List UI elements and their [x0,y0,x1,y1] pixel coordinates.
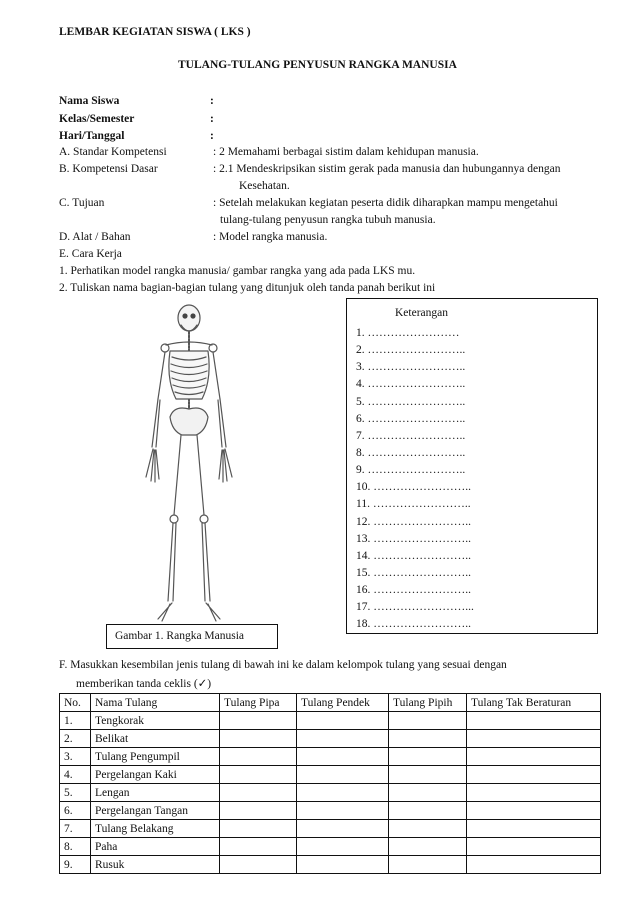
femur-left [174,435,181,515]
check-cell-pipa[interactable] [220,802,297,820]
check-cell-pendek[interactable] [297,784,389,802]
keterangan-item: 18. …………………….. [356,618,471,631]
skeleton-figure [136,301,260,631]
row-number: 5. [60,784,91,802]
bone-name: Pergelangan Tangan [91,802,220,820]
bone-name: Pergelangan Kaki [91,766,220,784]
check-cell-pendek[interactable] [297,802,389,820]
check-cell-pipa[interactable] [220,730,297,748]
bone-name: Tulang Pengumpil [91,748,220,766]
header-no: No. [60,694,91,712]
check-cell-tak-beraturan[interactable] [467,748,601,766]
table-row [60,730,601,748]
keterangan-item: 14. …………………….. [356,549,471,562]
check-cell-pipa[interactable] [220,766,297,784]
figure-caption: Gambar 1. Rangka Manusia [106,624,278,649]
section-f-text-1: F. Masukkan kesembilan jenis tulang di bawah ini ke dalam kelompok tulang yang sesuai dengan [59,659,507,671]
cara-kerja-step-1: 1. Perhatikan model rangka manusia/ gambar rangka yang ada pada LKS mu. [59,265,416,277]
row-number: 3. [60,748,91,766]
header-tulang-pipa: Tulang Pipa [220,694,297,712]
knee-right [200,515,208,523]
header-tulang-tak-beraturan: Tulang Tak Beraturan [467,694,601,712]
kelas-semester-label: Kelas/Semester [59,113,135,125]
check-cell-pipih[interactable] [389,766,467,784]
keterangan-item: 3. …………………….. [356,361,466,374]
keterangan-item: 16. …………………….. [356,584,471,597]
bone-classification-table [59,693,601,874]
row-number: 8. [60,838,91,856]
check-cell-pendek[interactable] [297,748,389,766]
kelas-semester-colon: : [210,113,214,125]
check-cell-tak-beraturan[interactable] [467,730,601,748]
tujuan-label: C. Tujuan [59,197,105,209]
eye-socket-right [190,313,195,318]
check-cell-tak-beraturan[interactable] [467,802,601,820]
femur-right [197,435,204,515]
table-row [60,802,601,820]
check-cell-tak-beraturan[interactable] [467,712,601,730]
check-cell-pipa[interactable] [220,748,297,766]
knee-left [170,515,178,523]
check-cell-tak-beraturan[interactable] [467,784,601,802]
nama-siswa-colon: : [210,95,214,107]
check-cell-pipa[interactable] [220,784,297,802]
check-cell-pendek[interactable] [297,820,389,838]
row-number: 9. [60,856,91,874]
check-cell-pipih[interactable] [389,820,467,838]
forearm-left [152,399,160,447]
keterangan-box [346,298,598,634]
table-row [60,820,601,838]
row-number: 1. [60,712,91,730]
header-nama-tulang: Nama Tulang [91,694,220,712]
check-cell-pendek[interactable] [297,838,389,856]
keterangan-item: 5. …………………….. [356,395,466,408]
table-row [60,748,601,766]
cara-kerja-step-2: 2. Tuliskan nama bagian-bagian tulang yang ditunjuk oleh tanda panah berikut ini [59,282,436,294]
table-header-row [60,694,601,712]
tujuan-text-2: tulang-tulang penyusun rangka tubuh manusia. [220,214,436,226]
standar-kompetensi-label: A. Standar Kompetensi [59,146,167,158]
check-cell-pipih[interactable] [389,712,467,730]
keterangan-item: 17. ……………………... [356,601,474,614]
keterangan-item: 7. …………………….. [356,429,466,442]
row-number: 6. [60,802,91,820]
keterangan-item: 12. …………………….. [356,515,471,528]
check-cell-tak-beraturan[interactable] [467,766,601,784]
cara-kerja-label: E. Cara Kerja [59,248,122,260]
hand-left [146,449,159,482]
check-cell-pipih[interactable] [389,784,467,802]
table-row [60,856,601,874]
check-cell-pipih[interactable] [389,730,467,748]
check-cell-pendek[interactable] [297,712,389,730]
check-cell-pendek[interactable] [297,730,389,748]
check-cell-pipa[interactable] [220,712,297,730]
document-title: TULANG-TULANG PENYUSUN RANGKA MANUSIA [178,59,457,71]
check-cell-pendek[interactable] [297,856,389,874]
bone-name: Tulang Belakang [91,820,220,838]
keterangan-item: 13. …………………….. [356,532,471,545]
keterangan-item: 6. …………………….. [356,412,466,425]
table-row [60,784,601,802]
table-row [60,712,601,730]
keterangan-item: 9. …………………….. [356,464,466,477]
check-cell-pipih[interactable] [389,802,467,820]
eye-socket-left [182,313,187,318]
keterangan-item: 8. …………………….. [356,446,466,459]
check-cell-pipih[interactable] [389,856,467,874]
keterangan-item: 4. …………………….. [356,378,466,391]
header-tulang-pipih: Tulang Pipih [389,694,467,712]
table-row [60,766,601,784]
row-number: 7. [60,820,91,838]
shoulder-left [161,344,169,352]
foot-left [158,603,172,621]
upper-arm-right [213,352,220,399]
hand-right [219,449,232,482]
upper-arm-left [158,352,165,399]
hari-tanggal-colon: : [210,130,214,142]
skull-shape [178,305,200,331]
check-cell-pipa[interactable] [220,856,297,874]
check-cell-pipa[interactable] [220,838,297,856]
lks-title: LEMBAR KEGIATAN SISWA ( LKS ) [59,26,251,38]
alat-bahan-text: : Model rangka manusia. [213,231,328,243]
keterangan-item: 10. …………………….. [356,481,471,494]
keterangan-item: 11. …………………….. [356,498,471,511]
keterangan-item: 1. …………………… [356,327,460,339]
nama-siswa-label: Nama Siswa [59,95,120,107]
bone-name: Rusuk [91,856,220,874]
bone-name: Belikat [91,730,220,748]
keterangan-item: 15. …………………….. [356,566,471,579]
tujuan-text-1: : Setelah melakukan kegiatan peserta didik diharapkan mampu mengetahui [213,197,558,209]
foot-right [206,603,220,621]
keterangan-title: Keterangan [395,307,448,319]
standar-kompetensi-text: : 2 Memahami berbagai sistim dalam kehidupan manusia. [213,146,479,158]
bone-name: Paha [91,838,220,856]
row-number: 2. [60,730,91,748]
row-number: 4. [60,766,91,784]
alat-bahan-label: D. Alat / Bahan [59,231,131,243]
check-cell-pipih[interactable] [389,748,467,766]
kompetensi-dasar-label: B. Kompetensi Dasar [59,163,158,175]
pelvis-shape [170,408,208,435]
kompetensi-dasar-text-2: Kesehatan. [239,180,290,192]
tibia-right [202,523,210,601]
forearm-right [218,399,226,447]
check-cell-tak-beraturan[interactable] [467,856,601,874]
check-cell-tak-beraturan[interactable] [467,820,601,838]
hari-tanggal-label: Hari/Tanggal [59,130,125,142]
tibia-left [168,523,176,601]
shoulder-right [209,344,217,352]
bone-name: Lengan [91,784,220,802]
header-tulang-pendek: Tulang Pendek [297,694,389,712]
check-cell-tak-beraturan[interactable] [467,838,601,856]
check-cell-pipih[interactable] [389,838,467,856]
section-f-text-2: memberikan tanda ceklis (✓) [76,678,212,690]
check-cell-pipa[interactable] [220,820,297,838]
kompetensi-dasar-text-1: : 2.1 Mendeskripsikan sistim gerak pada manusia dan hubungannya dengan [213,163,561,175]
check-cell-pendek[interactable] [297,766,389,784]
bone-name: Tengkorak [91,712,220,730]
keterangan-item: 2. …………………….. [356,344,466,357]
keterangan-list [356,325,474,634]
table-row [60,838,601,856]
